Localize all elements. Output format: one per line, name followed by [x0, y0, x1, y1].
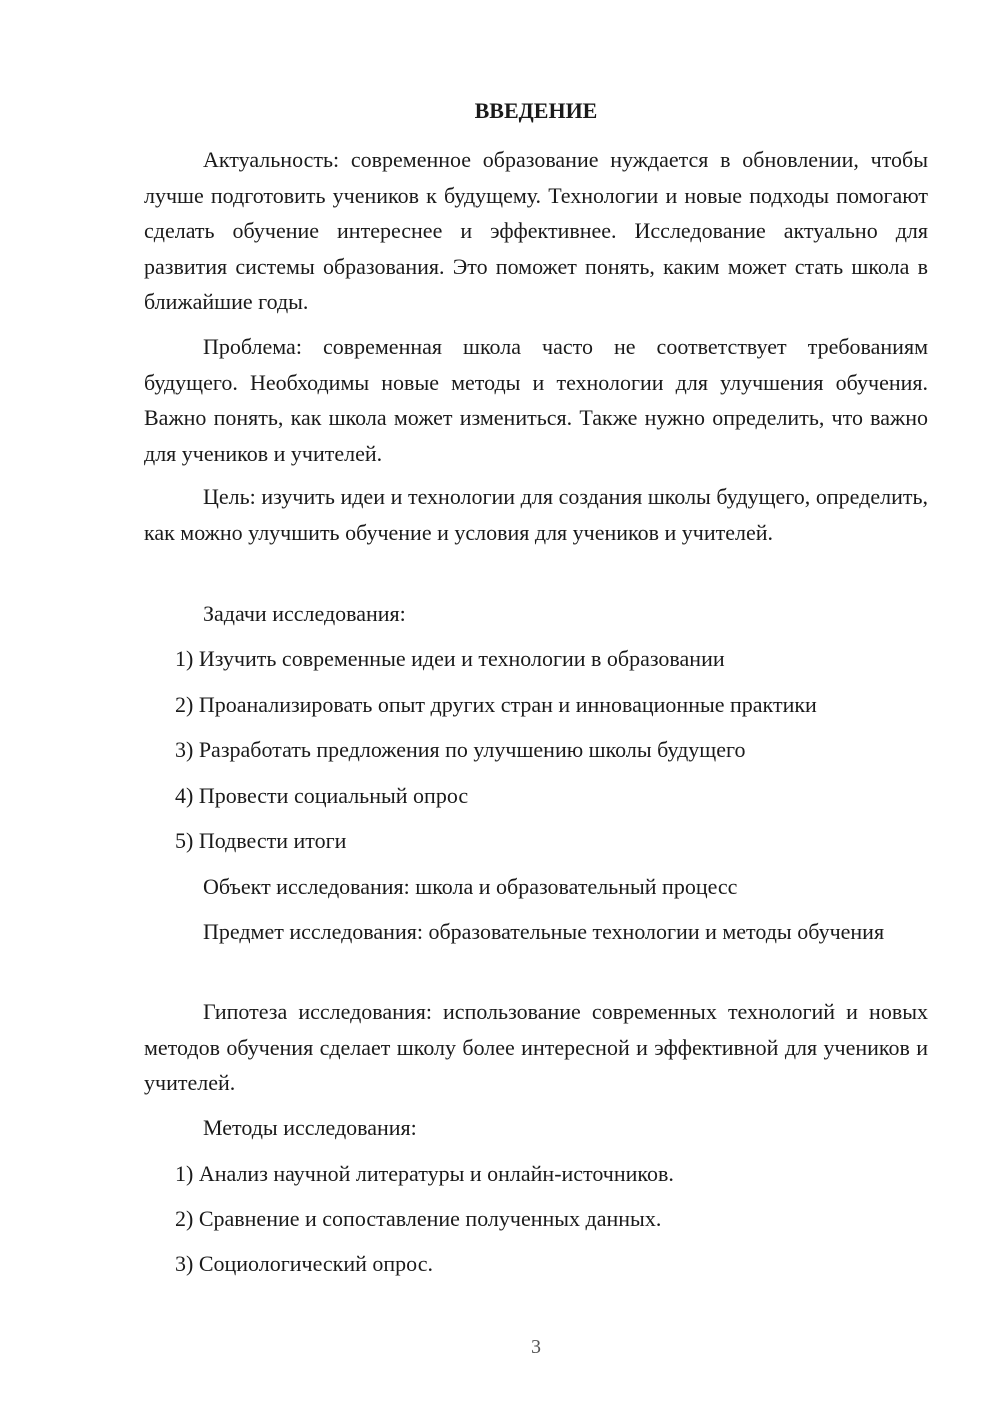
relevance-paragraph: Актуальность: современное образование нуждается в обновлении, чтобы лучше подготовить учеников к будущему. Технологии и новые подходы помогают сделать обучение интереснее и эффективнее. Исследование актуально для развития системы образования. Это поможет понять, каким может стать школа в ближайшие годы. [144, 147, 928, 314]
methods-list-row-3 [144, 1246, 928, 1282]
tasks-list-row-2 [144, 687, 928, 723]
tasks-title-block [144, 596, 928, 632]
problem-paragraph: Проблема: современная школа часто не соответствует требованиям будущего. Необходимы новые методы и технологии для улучшения обучения. Важно понять, как школа может измениться. Также нужно определить, что важно для учеников и учителей. [144, 334, 928, 466]
intro-block-2 [144, 329, 928, 471]
object-block [144, 869, 928, 905]
task-item-2: 2) Проанализировать опыт других стран и инновационные практики [175, 692, 817, 717]
page-number: 3 [531, 1336, 541, 1358]
subject-block [144, 914, 928, 950]
method-item-3: 3) Социологический опрос. [175, 1251, 433, 1276]
methods-list-row-1 [144, 1156, 928, 1192]
task-item-1: 1) Изучить современные идеи и технологии в образовании [175, 646, 725, 671]
research-hypothesis: Гипотеза исследования: использование современных технологий и новых методов обучения сделает школу более интересной и эффективной для учеников и учителей. [144, 999, 928, 1095]
page-heading: ВВЕДЕНИЕ [474, 98, 598, 123]
method-item-1: 1) Анализ научной литературы и онлайн-источников. [175, 1161, 674, 1186]
method-item-2: 2) Сравнение и сопоставление полученных данных. [175, 1206, 662, 1231]
tasks-list-row-4 [144, 778, 928, 814]
task-item-3: 3) Разработать предложения по улучшению школы будущего [175, 737, 746, 762]
tasks-list-row-5 [144, 823, 928, 859]
methods-title: Методы исследования: [203, 1115, 417, 1140]
hypothesis-block [144, 994, 928, 1101]
goal-paragraph: Цель: изучить идеи и технологии для создания школы будущего, определить, как можно улучшить обучение и условия для учеников и учителей. [144, 484, 928, 545]
methods-title-block [144, 1110, 928, 1146]
research-subject: Предмет исследования: образовательные технологии и методы обучения [203, 919, 885, 944]
research-object: Объект исследования: школа и образовательный процесс [203, 874, 738, 899]
task-item-4: 4) Провести социальный опрос [175, 783, 469, 808]
intro-block-3 [144, 479, 928, 550]
intro-block-1 [144, 142, 928, 320]
tasks-list [144, 641, 928, 677]
task-item-5: 5) Подвести итоги [175, 828, 347, 853]
tasks-list-row-3 [144, 732, 928, 768]
methods-list-row-2 [144, 1201, 928, 1237]
tasks-title: Задачи исследования: [203, 601, 406, 626]
